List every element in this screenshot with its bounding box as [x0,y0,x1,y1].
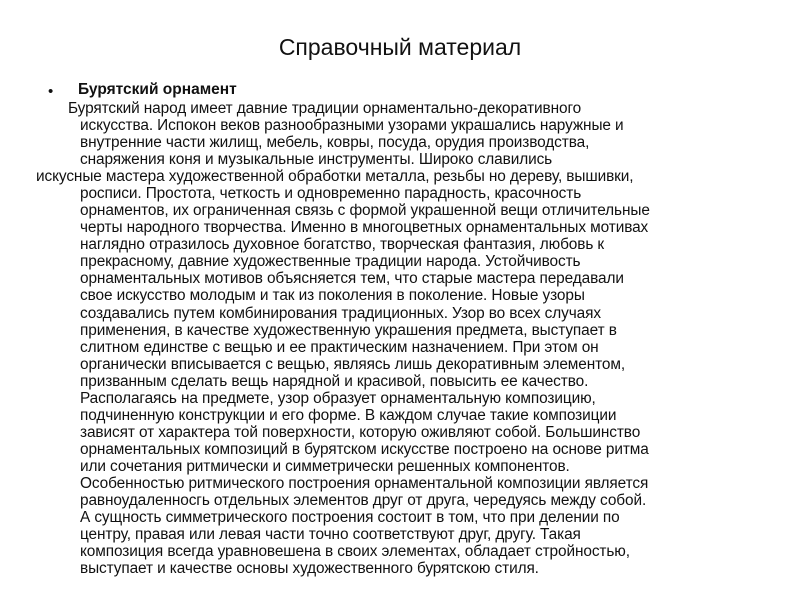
paragraph-line: применения, в качестве художественную украшения предмета, выступает в [80,321,617,339]
paragraph-line: Бурятский народ имеет давние традиции орнаментально-декоративного [68,100,582,117]
paragraph-line: искусства. Испокон веков разнообразными узорами украшались наружные и [80,117,624,134]
paragraph-line: росписи. Простота, четкость и одновременно парадность, красочность [80,185,582,203]
paragraph-line: подчиненную конструкции и его форме. В каждом случае такие композиции [80,406,617,424]
paragraph-line: внутренние части жилищ, мебель, ковры, посуда, орудия производства, [80,134,590,152]
paragraph-line: выступает и качестве основы художественного бурятскою стиля. [80,560,539,578]
paragraph-line: или сочетания ритмически и симметрически решенных компонентов. [80,457,570,475]
paragraph-line: свое искусство молодым и так из поколения в поколение. Новые узоры [80,287,585,305]
paragraph-line: слитном единстве с вещью и ее практическим назначением. При этом он [80,338,599,356]
paragraph-line: орнаментальных мотивов объясняется тем, что старые мастера передавали [80,270,624,288]
paragraph-line: органически вписывается с вещью, являясь лишь декоративным элементом, [80,355,626,373]
paragraph-line: создавались путем комбинирования традиционных. Узор во всех случаях [80,304,601,322]
paragraph-line: Располагаясь на предмете, узор образует орнаментальную композицию, [80,389,596,407]
slide-title: Справочный материал [278,34,522,60]
paragraph-line: центру, правая или левая части точно соответствуют друг, другу. Такая [80,526,581,543]
paragraph-line: зависят от характера той поверхности, которую оживляют собой. Большинство [80,423,641,441]
paragraph-line: А сущность симметрического построения состоит в том, что при делении по [80,509,620,526]
paragraph-line: Особенностью ритмического построения орнаментальной композиции является [80,474,649,492]
paragraph-line: черты народного творчества. Именно в многоцветных орнаментальных мотивах [80,219,649,237]
paragraph-line: орнаментов, их ограниченная связь с формой украшенной вещи отличительные [80,202,650,220]
paragraph-line: прекрасному, давние художественные традиции народа. Устойчивость [80,253,581,271]
paragraph-line: равноудаленносгь отдельных элементов друг от друга, чередуясь между собой. [80,491,647,509]
paragraph-line: искусные мастера художественной обработки металла, резьбы но дереву, вышивки, [36,168,634,186]
paragraph-line: призванным сделать вещь нарядной и красивой, повысить ее качество. [80,372,589,390]
bullet-icon: • [48,83,54,100]
paragraph-line: снаряжения коня и музыкальные инструменты. Широко славились [80,151,553,169]
paragraph-line: орнаментальных композиций в бурятском искусстве построено на основе ритма [80,440,649,458]
bullet-heading: Бурятский орнамент [78,81,237,98]
paragraph-line: наглядно отразилось духовное богатство, творческая фантазия, любовь к [80,236,605,254]
paragraph-line: композиция всегда уравновешена в своих элементах, обладает стройностью, [80,543,630,560]
